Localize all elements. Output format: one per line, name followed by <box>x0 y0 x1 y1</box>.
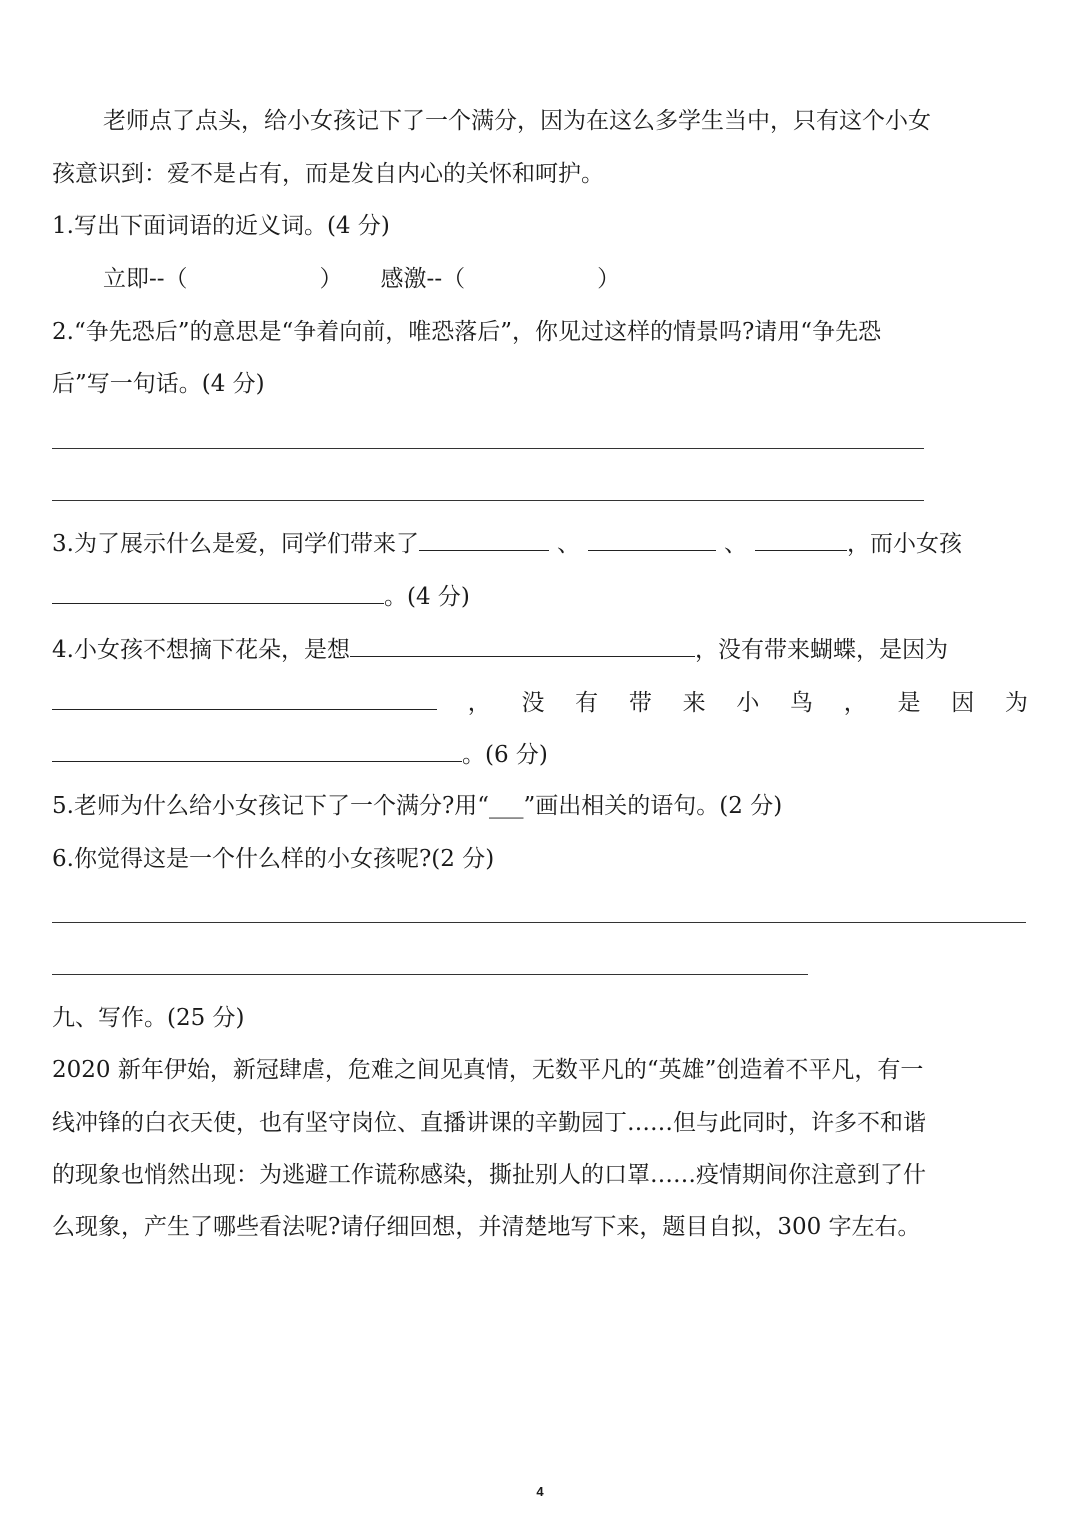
question-3-end: 。(4 分) <box>384 584 470 610</box>
synonym-label-1: 立即--（ <box>103 266 188 292</box>
question-1-items <box>103 264 1079 294</box>
question-4-line-3 <box>52 739 1028 770</box>
synonym-close-2: ） <box>597 266 621 292</box>
question-3-line-1 <box>52 528 1028 559</box>
writing-prompt-line: 线冲锋的白衣天使，也有坚守岗位、直播讲课的辛勤园丁……但与此同时，许多不和谐 <box>52 1110 926 1136</box>
question-3-line-2 <box>52 581 1028 612</box>
question-4-text: 4.小女孩不想摘下花朵，是想 <box>52 637 350 663</box>
separator: 、 <box>556 531 580 557</box>
fill-blank[interactable] <box>588 528 716 551</box>
spaced-char: 因 <box>951 690 975 716</box>
fill-blank[interactable] <box>52 687 437 710</box>
question-3-text: ，而小女孩 <box>846 531 962 557</box>
punctuation: ， <box>467 690 491 716</box>
passage-line-1: 老师点了点头，给小女孩记下了一个满分，因为在这么多学生当中，只有这个小女 <box>103 108 931 134</box>
spaced-char: 为 <box>1004 690 1028 716</box>
spaced-char: ， <box>843 690 867 716</box>
spaced-char: 来 <box>682 690 706 716</box>
section-9-heading: 九、写作。(25 分) <box>52 1005 245 1031</box>
passage-line-2: 孩意识到：爱不是占有，而是发自内心的关怀和呵护。 <box>52 161 604 187</box>
fill-blank[interactable] <box>755 528 847 551</box>
question-3-text: 3.为了展示什么是爱，同学们带来了 <box>52 531 419 557</box>
spaced-char: 小 <box>736 690 760 716</box>
writing-prompt-line: 2020 新年伊始，新冠肆虐，危难之间见真情，无数平凡的“英雄”创造着不平凡，有一 <box>52 1057 924 1083</box>
spaced-char: 是 <box>897 690 921 716</box>
question-4-text: ，没有带来蝴蝶，是因为 <box>694 637 948 663</box>
synonym-close-1: ） <box>319 266 343 292</box>
question-2-line-2: 后”写一句话。(4 分) <box>52 371 265 397</box>
fill-blank[interactable] <box>52 739 462 762</box>
question-4-line-1 <box>52 634 1028 665</box>
spaced-char: 带 <box>628 690 652 716</box>
spaced-char: 没 <box>521 690 545 716</box>
question-6-prompt: 6.你觉得这是一个什么样的小女孩呢?(2 分) <box>52 846 495 872</box>
question-5-prompt: 5.老师为什么给小女孩记下了一个满分?用“___”画出相关的语句。(2 分) <box>52 793 783 819</box>
fill-blank[interactable] <box>419 528 549 551</box>
synonym-label-2: 感激--（ <box>380 266 466 292</box>
answer-line[interactable] <box>52 448 924 449</box>
page-number: 4 <box>536 1484 544 1499</box>
question-2-line-1: 2.“争先恐后”的意思是“争着向前，唯恐落后”，你见过这样的情景吗?请用“争先恐 <box>52 319 882 345</box>
fill-blank[interactable] <box>350 634 695 657</box>
fill-blank[interactable] <box>52 581 384 604</box>
writing-prompt-line: 的现象也悄然出现：为逃避工作谎称感染，撕扯别人的口罩……疫情期间你注意到了什 <box>52 1162 926 1188</box>
answer-line[interactable] <box>52 922 1026 923</box>
spaced-char: 有 <box>575 690 599 716</box>
separator: 、 <box>723 531 747 557</box>
question-4-line-2 <box>52 687 1028 718</box>
spaced-char: 鸟 <box>790 690 814 716</box>
answer-line[interactable] <box>52 500 924 501</box>
answer-line[interactable] <box>52 974 808 975</box>
writing-prompt-line: 么现象，产生了哪些看法呢?请仔细回想，并清楚地写下来，题目自拟，300 字左右。 <box>52 1214 921 1240</box>
question-1-prompt: 1.写出下面词语的近义词。(4 分) <box>52 213 390 239</box>
question-4-end: 。(6 分) <box>462 742 548 768</box>
